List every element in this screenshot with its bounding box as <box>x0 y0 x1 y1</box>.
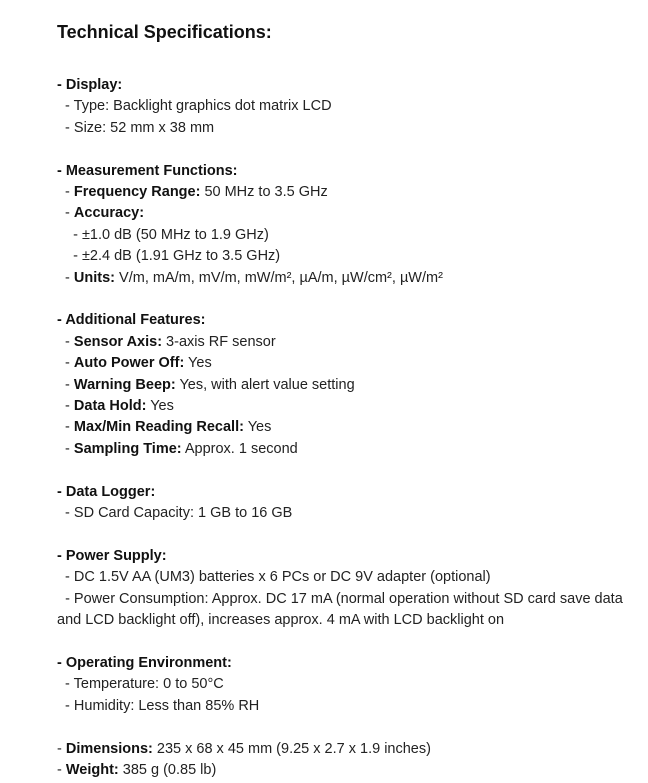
units-value: V/m, mA/m, mV/m, mW/m², µA/m, µW/cm², µW/m² <box>115 269 443 286</box>
feature-value: Yes, with alert value setting <box>175 376 355 393</box>
feature-label: Max/Min Reading Recall: <box>73 419 244 436</box>
feature-value: 3-axis RF sensor <box>162 333 276 350</box>
features-heading: - Additional Features: <box>57 312 206 329</box>
feature-item: - Sensor Axis: 3-axis RF sensor <box>57 333 276 350</box>
accuracy-item: - ±1.0 dB (50 MHz to 1.9 GHz) <box>57 226 269 243</box>
weight-label: Weight: <box>65 761 119 778</box>
frequency-range-line: - Frequency Range: 50 MHz to 3.5 GHz <box>57 184 328 201</box>
sd-card-capacity: - SD Card Capacity: 1 GB to 16 GB <box>57 505 293 522</box>
power-heading: - Power Supply: <box>57 547 167 564</box>
power-consumption: - Power Consumption: Approx. DC 17 mA (normal operation without SD card save data and LCD backlight off), increases approx. 4 mA with LCD backlight on <box>57 590 627 629</box>
frequency-range-value: 50 MHz to 3.5 GHz <box>200 184 328 201</box>
feature-label: Sensor Axis: <box>73 333 163 350</box>
feature-item: - Max/Min Reading Recall: Yes <box>57 419 272 436</box>
weight-value: 385 g (0.85 lb) <box>118 761 217 778</box>
measurement-heading: - Measurement Functions: <box>57 162 238 179</box>
feature-label: Warning Beep: <box>73 376 176 393</box>
feature-item: - Data Hold: Yes <box>57 398 174 415</box>
page-title: Technical Specifications: <box>57 22 272 42</box>
feature-label: Data Hold: <box>73 398 147 415</box>
environment-temperature: - Temperature: 0 to 50°C <box>57 676 224 693</box>
accuracy-item: - ±2.4 dB (1.91 GHz to 3.5 GHz) <box>57 248 281 265</box>
weight-line: - Weight: 385 g (0.85 lb) <box>57 761 217 778</box>
feature-item: - Auto Power Off: Yes <box>57 355 212 372</box>
power-batteries: - DC 1.5V AA (UM3) batteries x 6 PCs or DC 9V adapter (optional) <box>57 569 491 586</box>
feature-value: Yes <box>184 355 212 372</box>
environment-heading: - Operating Environment: <box>57 654 232 671</box>
accuracy-label: Accuracy: <box>73 205 145 222</box>
display-type: - Type: Backlight graphics dot matrix LCD <box>57 98 332 115</box>
feature-value: Approx. 1 second <box>181 440 298 457</box>
feature-value: Yes <box>146 398 174 415</box>
dimensions-line: - Dimensions: 235 x 68 x 45 mm (9.25 x 2.7 x 1.9 inches) <box>57 740 431 757</box>
feature-value: Yes <box>243 419 272 436</box>
units-label: Units: <box>73 269 116 286</box>
dimensions-label: Dimensions: <box>65 740 153 757</box>
accuracy-line: - Accuracy: <box>57 205 145 222</box>
environment-humidity: - Humidity: Less than 85% RH <box>57 697 260 714</box>
feature-item: - Sampling Time: Approx. 1 second <box>57 440 298 457</box>
frequency-range-label: Frequency Range: <box>73 184 201 201</box>
logger-heading: - Data Logger: <box>57 483 156 500</box>
display-size: - Size: 52 mm x 38 mm <box>57 119 215 136</box>
feature-item: - Warning Beep: Yes, with alert value setting <box>57 376 355 393</box>
feature-label: Auto Power Off: <box>73 355 185 372</box>
dimensions-value: 235 x 68 x 45 mm (9.25 x 2.7 x 1.9 inches) <box>152 740 431 757</box>
feature-label: Sampling Time: <box>73 440 182 457</box>
units-line: - Units: V/m, mA/m, mV/m, mW/m², µA/m, µW/cm², µW/m² <box>57 269 443 286</box>
display-heading: - Display: <box>57 77 123 93</box>
